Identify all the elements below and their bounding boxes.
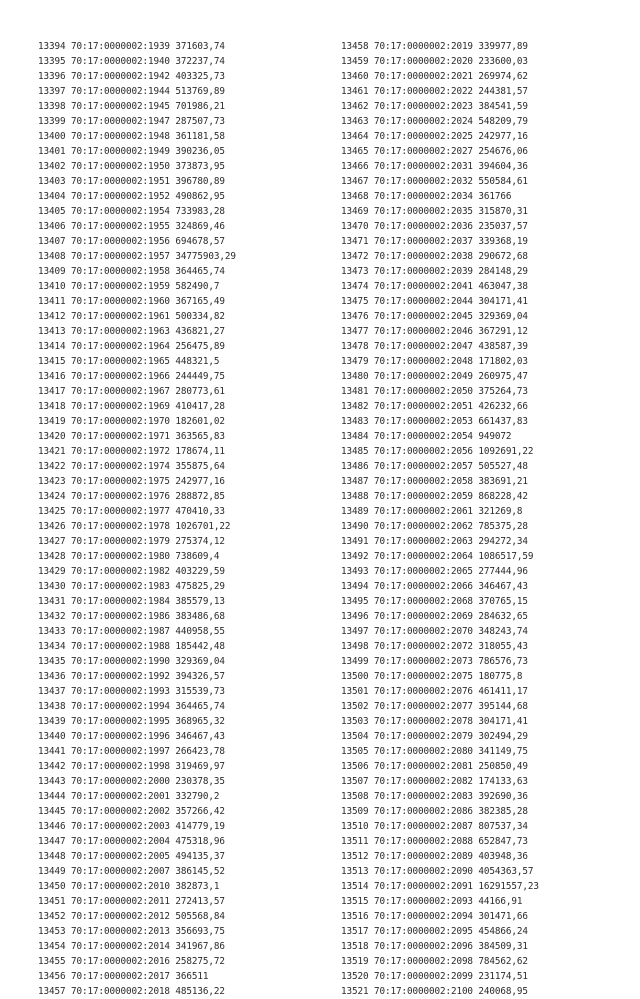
table-row: 13434 70:17:0000002:1988 185442,48 xyxy=(38,641,225,652)
table-row: 13475 70:17:0000002:2044 304171,41 xyxy=(341,296,528,307)
table-row: 13477 70:17:0000002:2046 367291,12 xyxy=(341,326,528,337)
table-row: 13431 70:17:0000002:1984 385579,13 xyxy=(38,596,225,607)
table-row: 13502 70:17:0000002:2077 395144,68 xyxy=(341,701,528,712)
table-row: 13442 70:17:0000002:1998 319469,97 xyxy=(38,761,225,772)
table-row: 13501 70:17:0000002:2076 461411,17 xyxy=(341,686,528,697)
table-row: 13458 70:17:0000002:2019 339977,89 xyxy=(341,41,528,52)
table-row: 13469 70:17:0000002:2035 315870,31 xyxy=(341,206,528,217)
table-row: 13441 70:17:0000002:1997 266423,78 xyxy=(38,746,225,757)
table-row: 13398 70:17:0000002:1945 701986,21 xyxy=(38,101,225,112)
table-row: 13470 70:17:0000002:2036 235037,57 xyxy=(341,221,528,232)
table-row: 13426 70:17:0000002:1978 1026701,22 xyxy=(38,521,231,532)
table-row: 13490 70:17:0000002:2062 785375,28 xyxy=(341,521,528,532)
table-row: 13503 70:17:0000002:2078 304171,41 xyxy=(341,716,528,727)
table-row: 13518 70:17:0000002:2096 384509,31 xyxy=(341,941,528,952)
table-row: 13508 70:17:0000002:2083 392690,36 xyxy=(341,791,528,802)
table-row: 13505 70:17:0000002:2080 341149,75 xyxy=(341,746,528,757)
table-row: 13478 70:17:0000002:2047 438587,39 xyxy=(341,341,528,352)
table-row: 13452 70:17:0000002:2012 505568,84 xyxy=(38,911,225,922)
table-row: 13408 70:17:0000002:1957 34775903,29 xyxy=(38,251,236,262)
table-row: 13498 70:17:0000002:2072 318055,43 xyxy=(341,641,528,652)
table-row: 13429 70:17:0000002:1982 403229,59 xyxy=(38,566,225,577)
table-row: 13405 70:17:0000002:1954 733983,28 xyxy=(38,206,225,217)
table-row: 13515 70:17:0000002:2093 44166,91 xyxy=(341,896,523,907)
table-row: 13415 70:17:0000002:1965 448321,5 xyxy=(38,356,220,367)
table-row: 13402 70:17:0000002:1950 373873,95 xyxy=(38,161,225,172)
table-row: 13406 70:17:0000002:1955 324869,46 xyxy=(38,221,225,232)
table-row: 13440 70:17:0000002:1996 346467,43 xyxy=(38,731,225,742)
table-row: 13437 70:17:0000002:1993 315539,73 xyxy=(38,686,225,697)
table-row: 13504 70:17:0000002:2079 302494,29 xyxy=(341,731,528,742)
table-row: 13467 70:17:0000002:2032 550584,61 xyxy=(341,176,528,187)
table-row: 13489 70:17:0000002:2061 321269,8 xyxy=(341,506,523,517)
table-row: 13407 70:17:0000002:1956 694678,57 xyxy=(38,236,225,247)
table-row: 13446 70:17:0000002:2003 414779,19 xyxy=(38,821,225,832)
table-row: 13474 70:17:0000002:2041 463047,38 xyxy=(341,281,528,292)
table-row: 13472 70:17:0000002:2038 290672,68 xyxy=(341,251,528,262)
table-row: 13460 70:17:0000002:2021 269974,62 xyxy=(341,71,528,82)
table-row: 13422 70:17:0000002:1974 355875,64 xyxy=(38,461,225,472)
table-row: 13486 70:17:0000002:2057 505527,48 xyxy=(341,461,528,472)
table-row: 13396 70:17:0000002:1942 403325,73 xyxy=(38,71,225,82)
table-row: 13510 70:17:0000002:2087 807537,34 xyxy=(341,821,528,832)
table-row: 13483 70:17:0000002:2053 661437,83 xyxy=(341,416,528,427)
table-row: 13499 70:17:0000002:2073 786576,73 xyxy=(341,656,528,667)
table-row: 13473 70:17:0000002:2039 284148,29 xyxy=(341,266,528,277)
table-row: 13459 70:17:0000002:2020 233600,03 xyxy=(341,56,528,67)
table-row: 13394 70:17:0000002:1939 371603,74 xyxy=(38,41,225,52)
table-row: 13485 70:17:0000002:2056 1092691,22 xyxy=(341,446,534,457)
table-row: 13430 70:17:0000002:1983 475825,29 xyxy=(38,581,225,592)
table-row: 13509 70:17:0000002:2086 382385,28 xyxy=(341,806,528,817)
table-row: 13410 70:17:0000002:1959 582490,7 xyxy=(38,281,220,292)
table-row: 13419 70:17:0000002:1970 182601,02 xyxy=(38,416,225,427)
table-row: 13517 70:17:0000002:2095 454866,24 xyxy=(341,926,528,937)
table-row: 13427 70:17:0000002:1979 275374,12 xyxy=(38,536,225,547)
table-row: 13420 70:17:0000002:1971 363565,83 xyxy=(38,431,225,442)
table-row: 13465 70:17:0000002:2027 254676,06 xyxy=(341,146,528,157)
table-row: 13416 70:17:0000002:1966 244449,75 xyxy=(38,371,225,382)
table-row: 13447 70:17:0000002:2004 475318,96 xyxy=(38,836,225,847)
table-row: 13514 70:17:0000002:2091 16291557,23 xyxy=(341,881,539,892)
table-row: 13414 70:17:0000002:1964 256475,89 xyxy=(38,341,225,352)
table-row: 13397 70:17:0000002:1944 513769,89 xyxy=(38,86,225,97)
table-row: 13487 70:17:0000002:2058 383691,21 xyxy=(341,476,528,487)
table-row: 13436 70:17:0000002:1992 394326,57 xyxy=(38,671,225,682)
table-row: 13491 70:17:0000002:2063 294272,34 xyxy=(341,536,528,547)
table-row: 13519 70:17:0000002:2098 784562,62 xyxy=(341,956,528,967)
table-row: 13423 70:17:0000002:1975 242977,16 xyxy=(38,476,225,487)
table-row: 13448 70:17:0000002:2005 494135,37 xyxy=(38,851,225,862)
table-row: 13521 70:17:0000002:2100 240068,95 xyxy=(341,986,528,997)
table-row: 13512 70:17:0000002:2089 403948,36 xyxy=(341,851,528,862)
table-row: 13496 70:17:0000002:2069 284632,65 xyxy=(341,611,528,622)
table-row: 13425 70:17:0000002:1977 470410,33 xyxy=(38,506,225,517)
table-row: 13461 70:17:0000002:2022 244381,57 xyxy=(341,86,528,97)
table-row: 13480 70:17:0000002:2049 260975,47 xyxy=(341,371,528,382)
table-row: 13432 70:17:0000002:1986 383486,68 xyxy=(38,611,225,622)
table-row: 13428 70:17:0000002:1980 738609,4 xyxy=(38,551,220,562)
table-row: 13418 70:17:0000002:1969 410417,28 xyxy=(38,401,225,412)
table-row: 13435 70:17:0000002:1990 329369,04 xyxy=(38,656,225,667)
table-row: 13409 70:17:0000002:1958 364465,74 xyxy=(38,266,225,277)
table-row: 13453 70:17:0000002:2013 356693,75 xyxy=(38,926,225,937)
table-row: 13395 70:17:0000002:1940 372237,74 xyxy=(38,56,225,67)
table-row: 13507 70:17:0000002:2082 174133,63 xyxy=(341,776,528,787)
table-row: 13455 70:17:0000002:2016 258275,72 xyxy=(38,956,225,967)
table-row: 13464 70:17:0000002:2025 242977,16 xyxy=(341,131,528,142)
table-row: 13399 70:17:0000002:1947 287507,73 xyxy=(38,116,225,127)
table-row: 13468 70:17:0000002:2034 361766 xyxy=(341,191,512,202)
table-row: 13412 70:17:0000002:1961 500334,82 xyxy=(38,311,225,322)
table-row: 13451 70:17:0000002:2011 272413,57 xyxy=(38,896,225,907)
table-row: 13482 70:17:0000002:2051 426232,66 xyxy=(341,401,528,412)
table-row: 13454 70:17:0000002:2014 341967,86 xyxy=(38,941,225,952)
table-row: 13516 70:17:0000002:2094 301471,66 xyxy=(341,911,528,922)
table-row: 13424 70:17:0000002:1976 288872,85 xyxy=(38,491,225,502)
table-row: 13513 70:17:0000002:2090 4054363,57 xyxy=(341,866,534,877)
table-row: 13433 70:17:0000002:1987 440958,55 xyxy=(38,626,225,637)
table-row: 13463 70:17:0000002:2024 548209,79 xyxy=(341,116,528,127)
table-row: 13493 70:17:0000002:2065 277444,96 xyxy=(341,566,528,577)
table-row: 13462 70:17:0000002:2023 384541,59 xyxy=(341,101,528,112)
table-row: 13506 70:17:0000002:2081 250850,49 xyxy=(341,761,528,772)
right-column xyxy=(341,39,631,999)
table-row: 13413 70:17:0000002:1963 436821,27 xyxy=(38,326,225,337)
table-row: 13511 70:17:0000002:2088 652847,73 xyxy=(341,836,528,847)
table-row: 13449 70:17:0000002:2007 386145,52 xyxy=(38,866,225,877)
table-row: 13443 70:17:0000002:2000 230378,35 xyxy=(38,776,225,787)
table-row: 13497 70:17:0000002:2070 348243,74 xyxy=(341,626,528,637)
table-row: 13476 70:17:0000002:2045 329369,04 xyxy=(341,311,528,322)
table-row: 13400 70:17:0000002:1948 361181,58 xyxy=(38,131,225,142)
table-row: 13438 70:17:0000002:1994 364465,74 xyxy=(38,701,225,712)
table-row: 13411 70:17:0000002:1960 367165,49 xyxy=(38,296,225,307)
table-row: 13479 70:17:0000002:2048 171802,03 xyxy=(341,356,528,367)
table-row: 13439 70:17:0000002:1995 368965,32 xyxy=(38,716,225,727)
table-row: 13417 70:17:0000002:1967 280773,61 xyxy=(38,386,225,397)
table-row: 13495 70:17:0000002:2068 370765,15 xyxy=(341,596,528,607)
table-row: 13456 70:17:0000002:2017 366511 xyxy=(38,971,209,982)
table-row: 13481 70:17:0000002:2050 375264,73 xyxy=(341,386,528,397)
table-row: 13471 70:17:0000002:2037 339368,19 xyxy=(341,236,528,247)
table-row: 13494 70:17:0000002:2066 346467,43 xyxy=(341,581,528,592)
table-row: 13404 70:17:0000002:1952 490862,95 xyxy=(38,191,225,202)
table-row: 13401 70:17:0000002:1949 390236,05 xyxy=(38,146,225,157)
table-row: 13492 70:17:0000002:2064 1086517,59 xyxy=(341,551,534,562)
table-row: 13520 70:17:0000002:2099 231174,51 xyxy=(341,971,528,982)
table-row: 13444 70:17:0000002:2001 332790,2 xyxy=(38,791,220,802)
table-row: 13421 70:17:0000002:1972 178674,11 xyxy=(38,446,225,457)
table-row: 13466 70:17:0000002:2031 394604,36 xyxy=(341,161,528,172)
table-row: 13403 70:17:0000002:1951 396780,89 xyxy=(38,176,225,187)
table-row: 13457 70:17:0000002:2018 485136,22 xyxy=(38,986,225,997)
table-row: 13500 70:17:0000002:2075 180775,8 xyxy=(341,671,523,682)
table-row: 13450 70:17:0000002:2010 382873,1 xyxy=(38,881,220,892)
table-row: 13488 70:17:0000002:2059 868228,42 xyxy=(341,491,528,502)
table-row: 13445 70:17:0000002:2002 357266,42 xyxy=(38,806,225,817)
left-column xyxy=(38,39,328,999)
table-row: 13484 70:17:0000002:2054 949072 xyxy=(341,431,512,442)
